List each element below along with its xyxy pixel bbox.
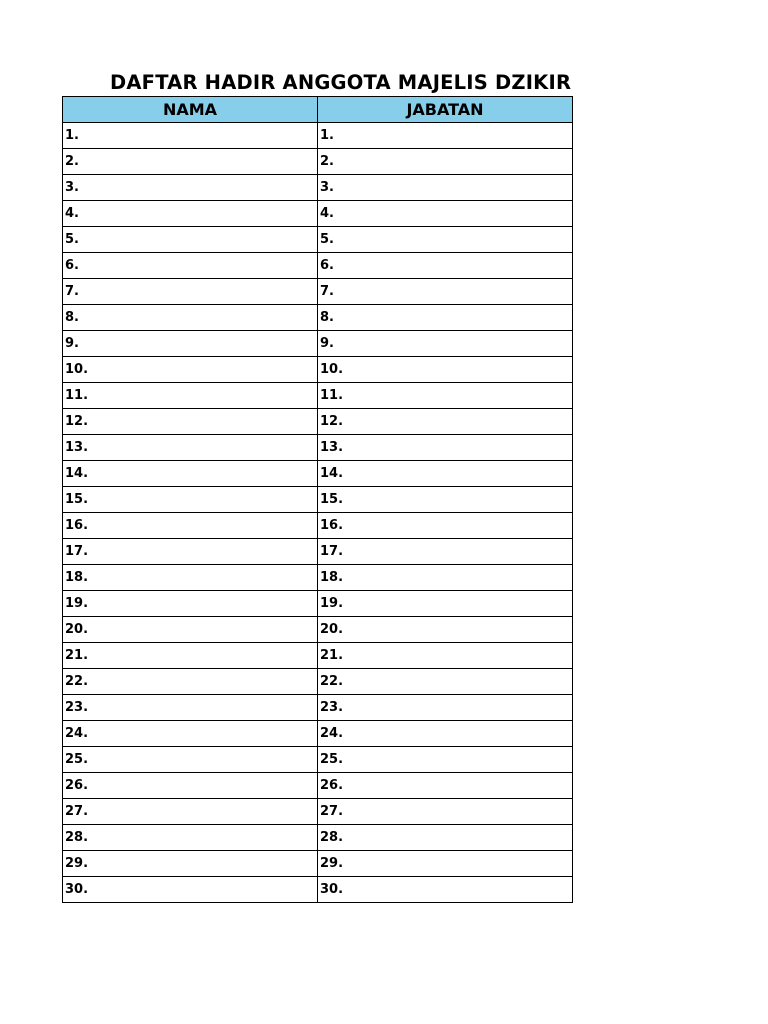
cell-nama[interactable]: 24. (63, 721, 318, 747)
cell-jabatan[interactable]: 9. (318, 331, 573, 357)
cell-jabatan[interactable]: 21. (318, 643, 573, 669)
cell-nama[interactable]: 22. (63, 669, 318, 695)
table-row (63, 279, 573, 305)
table-row (63, 227, 573, 253)
cell-nama[interactable]: 2. (63, 149, 318, 175)
cell-jabatan[interactable]: 17. (318, 539, 573, 565)
cell-jabatan[interactable]: 12. (318, 409, 573, 435)
table-row (63, 331, 573, 357)
cell-nama[interactable]: 1. (63, 123, 318, 149)
table-row (63, 201, 573, 227)
cell-jabatan[interactable]: 3. (318, 175, 573, 201)
title-area (62, 70, 572, 96)
table-row (63, 721, 573, 747)
table-header-row (63, 97, 573, 123)
table-row (63, 435, 573, 461)
cell-nama[interactable]: 18. (63, 565, 318, 591)
page-title: DAFTAR HADIR ANGGOTA MAJELIS DZIKIR (110, 71, 572, 94)
cell-jabatan[interactable]: 6. (318, 253, 573, 279)
cell-jabatan[interactable]: 20. (318, 617, 573, 643)
cell-nama[interactable]: 11. (63, 383, 318, 409)
cell-jabatan[interactable]: 14. (318, 461, 573, 487)
cell-jabatan[interactable]: 28. (318, 825, 573, 851)
cell-jabatan[interactable]: 15. (318, 487, 573, 513)
cell-jabatan[interactable]: 10. (318, 357, 573, 383)
table-row (63, 877, 573, 903)
table-row (63, 643, 573, 669)
cell-nama[interactable]: 23. (63, 695, 318, 721)
cell-jabatan[interactable]: 19. (318, 591, 573, 617)
cell-nama[interactable]: 28. (63, 825, 318, 851)
cell-jabatan[interactable]: 29. (318, 851, 573, 877)
table-row (63, 175, 573, 201)
table-row (63, 565, 573, 591)
table-row (63, 851, 573, 877)
cell-nama[interactable]: 17. (63, 539, 318, 565)
cell-nama[interactable]: 20. (63, 617, 318, 643)
cell-jabatan[interactable]: 2. (318, 149, 573, 175)
table-row (63, 513, 573, 539)
cell-jabatan[interactable]: 16. (318, 513, 573, 539)
table-row (63, 409, 573, 435)
cell-nama[interactable]: 16. (63, 513, 318, 539)
table-row (63, 149, 573, 175)
cell-jabatan[interactable]: 18. (318, 565, 573, 591)
table-row (63, 253, 573, 279)
table-row (63, 123, 573, 149)
column-header-nama: NAMA (63, 97, 318, 123)
table-row (63, 617, 573, 643)
cell-jabatan[interactable]: 27. (318, 799, 573, 825)
cell-jabatan[interactable]: 25. (318, 747, 573, 773)
attendance-table (62, 96, 573, 903)
table-row (63, 305, 573, 331)
table-row (63, 357, 573, 383)
cell-nama[interactable]: 3. (63, 175, 318, 201)
cell-jabatan[interactable]: 8. (318, 305, 573, 331)
table-row (63, 773, 573, 799)
cell-nama[interactable]: 30. (63, 877, 318, 903)
cell-jabatan[interactable]: 11. (318, 383, 573, 409)
table-row (63, 461, 573, 487)
column-header-jabatan: JABATAN (318, 97, 573, 123)
cell-nama[interactable]: 9. (63, 331, 318, 357)
cell-jabatan[interactable]: 26. (318, 773, 573, 799)
table-row (63, 487, 573, 513)
cell-nama[interactable]: 13. (63, 435, 318, 461)
cell-nama[interactable]: 10. (63, 357, 318, 383)
table-body (63, 123, 573, 903)
cell-jabatan[interactable]: 30. (318, 877, 573, 903)
table-row (63, 591, 573, 617)
cell-nama[interactable]: 19. (63, 591, 318, 617)
cell-nama[interactable]: 6. (63, 253, 318, 279)
cell-jabatan[interactable]: 13. (318, 435, 573, 461)
table-row (63, 695, 573, 721)
cell-nama[interactable]: 26. (63, 773, 318, 799)
cell-jabatan[interactable]: 7. (318, 279, 573, 305)
cell-jabatan[interactable]: 22. (318, 669, 573, 695)
table-row (63, 383, 573, 409)
cell-jabatan[interactable]: 4. (318, 201, 573, 227)
table-row (63, 669, 573, 695)
cell-nama[interactable]: 14. (63, 461, 318, 487)
cell-nama[interactable]: 12. (63, 409, 318, 435)
cell-nama[interactable]: 27. (63, 799, 318, 825)
cell-nama[interactable]: 7. (63, 279, 318, 305)
cell-jabatan[interactable]: 24. (318, 721, 573, 747)
table-row (63, 825, 573, 851)
cell-nama[interactable]: 25. (63, 747, 318, 773)
cell-nama[interactable]: 8. (63, 305, 318, 331)
cell-nama[interactable]: 29. (63, 851, 318, 877)
table-row (63, 539, 573, 565)
cell-nama[interactable]: 21. (63, 643, 318, 669)
cell-nama[interactable]: 15. (63, 487, 318, 513)
cell-jabatan[interactable]: 23. (318, 695, 573, 721)
cell-nama[interactable]: 5. (63, 227, 318, 253)
table-row (63, 747, 573, 773)
cell-jabatan[interactable]: 1. (318, 123, 573, 149)
cell-nama[interactable]: 4. (63, 201, 318, 227)
cell-jabatan[interactable]: 5. (318, 227, 573, 253)
attendance-sheet (62, 70, 572, 903)
table-row (63, 799, 573, 825)
